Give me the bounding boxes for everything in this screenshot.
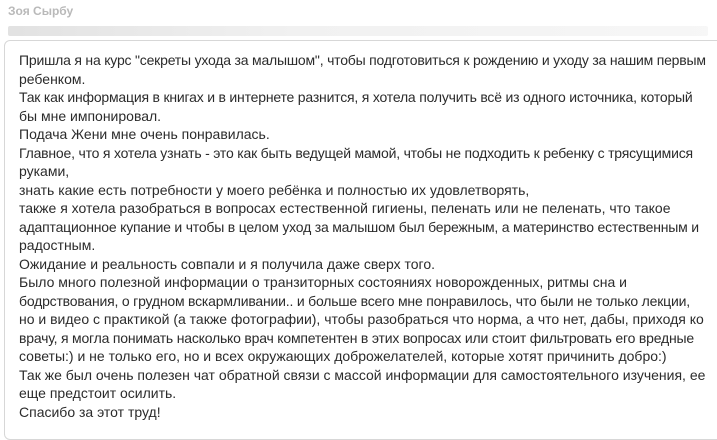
review-line: Спасибо за этот труд! xyxy=(19,403,161,420)
review-line: бодрствования, о грудном вскармливании.. и больше всего мне понравилось, что были не только лекции, xyxy=(19,292,690,309)
author-name: Зоя Сырбу xyxy=(8,4,74,18)
review-line: Так же был очень полезен чат обратной связи с массой информации для самостоятельного изучения, ее xyxy=(19,366,706,383)
review-line: ребенком. xyxy=(19,70,86,87)
review-line: советы:) и не только его, но и всех окружающих доброжелателей, которые хотят причинить добро:) xyxy=(19,348,667,364)
review-line: Ожидание и реальность совпали и я получила даже сверх того. xyxy=(19,255,435,272)
review-line: Было много полезной информации о транзиторных состояниях новорожденных, ритмы сна и xyxy=(19,274,628,290)
review-line: также я хотела разобраться в вопросах естественной гигиены, пеленать или не пеленать, что такое xyxy=(19,200,671,216)
review-line: радостным. xyxy=(19,237,96,253)
review-line: Главное, что я хотела узнать - это как быть ведущей мамой, чтобы не подходить к ребенку с трясущимися xyxy=(19,144,693,161)
review-line: знать какие есть потребности у моего ребёнка и полностью их удовлетворять, xyxy=(19,181,530,198)
review-line: еще предстоит осилить. xyxy=(19,385,177,401)
review-message xyxy=(19,51,709,421)
review-line: врачу, я могла понимать насколько врач компетентен в этих вопросах или стоит фильтровать его вредные xyxy=(19,329,694,346)
review-line: но и видео с практикой (а также фотографии), чтобы разобраться что норма, а что нет, дабы, приходя ко xyxy=(19,311,704,327)
review-line: Пришла я на курс "секреты ухода за малышом", чтобы подготовиться к рождению и уходу за нашим первым xyxy=(19,52,706,68)
review-line: Так как информация в книгах и в интернете разнится, я хотела получить всё из одного источника, который xyxy=(19,89,693,105)
blurred-metadata-line xyxy=(8,26,708,36)
review-line: Подача Жени мне очень понравилась. xyxy=(19,126,270,142)
review-line: бы мне импонировал. xyxy=(19,107,162,124)
review-line: руками, xyxy=(19,163,70,179)
review-line: адаптационное купание и чтобы в целом уход за малышом был бережным, а материнство естественным и xyxy=(19,218,699,235)
